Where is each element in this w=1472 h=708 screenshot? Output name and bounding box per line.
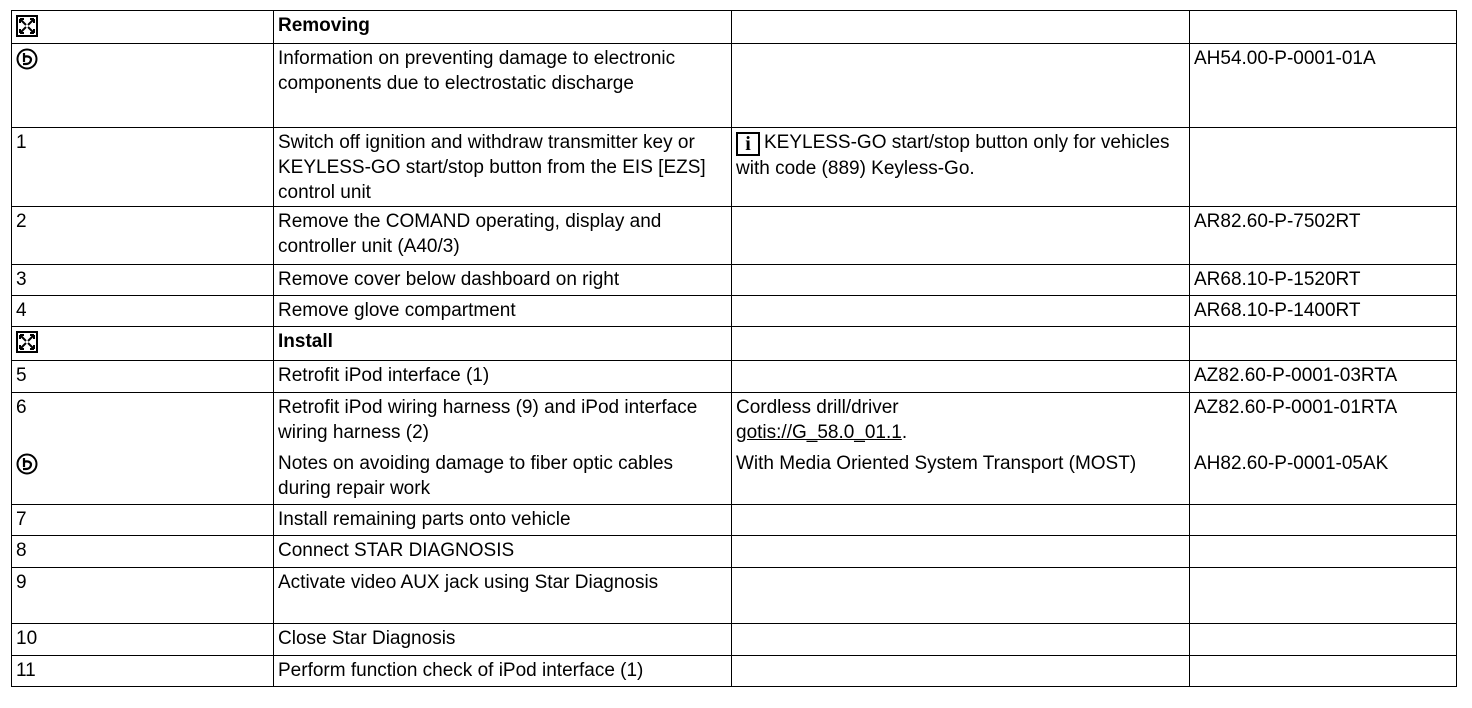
step-text: Remove cover below dashboard on right <box>274 265 732 296</box>
note-text: KEYLESS-GO start/stop button only for vehicles with code (889) Keyless-Go. <box>736 132 1170 179</box>
step-text: Remove glove compartment <box>274 296 732 327</box>
table-row <box>12 265 1457 296</box>
section-row-install <box>12 327 1457 361</box>
section-icon-cell <box>12 11 274 44</box>
step-text: Activate video AUX jack using Star Diagnosis <box>274 568 732 624</box>
hand-pointer-icon <box>16 453 38 475</box>
tool-text: Cordless drill/driver <box>736 397 899 418</box>
table-row <box>12 393 1457 505</box>
step-text: Retrofit iPod wiring harness (9) and iPod interface wiring harness (2) <box>278 397 698 443</box>
reference-cell <box>1190 393 1457 505</box>
table-row <box>12 656 1457 687</box>
table-row <box>12 624 1457 656</box>
reference-link[interactable]: AZ82.60-P-0001-01RTA <box>1194 397 1398 418</box>
note-text: With Media Oriented System Transport (MOST) <box>736 453 1137 474</box>
note-icon-cell <box>12 44 274 128</box>
reference-link[interactable]: AR68.10-P-1400RT <box>1190 296 1457 327</box>
table-row <box>12 207 1457 265</box>
step-text: Switch off ignition and withdraw transmitter key or KEYLESS-GO start/stop button from the EIS [EZS] control unit <box>274 128 732 207</box>
section-title: Install <box>274 327 732 361</box>
step-text: Retrofit iPod interface (1) <box>274 361 732 393</box>
step-number: 5 <box>12 361 274 393</box>
hand-pointer-icon <box>16 48 38 70</box>
reference-link[interactable]: AH54.00-P-0001-01A <box>1190 44 1457 128</box>
step-number: 6 <box>16 397 27 418</box>
note-cell <box>732 128 1190 207</box>
reference-link[interactable]: AR82.60-P-7502RT <box>1190 207 1457 265</box>
step-number: 9 <box>12 568 274 624</box>
tool-link[interactable]: gotis://G_58.0_01.1 <box>736 422 902 443</box>
reference-link[interactable]: AZ82.60-P-0001-03RTA <box>1190 361 1457 393</box>
step-text: Connect STAR DIAGNOSIS <box>274 536 732 568</box>
expand-arrows-icon <box>16 331 38 353</box>
step-number: 11 <box>12 656 274 687</box>
procedure-table <box>11 10 1457 687</box>
section-title: Removing <box>274 11 732 44</box>
step-number: 8 <box>12 536 274 568</box>
reference-link[interactable]: AH82.60-P-0001-05AK <box>1194 453 1389 474</box>
info-icon: i <box>736 132 760 156</box>
step-number: 1 <box>12 128 274 207</box>
step-number: 2 <box>12 207 274 265</box>
step-note-text: Notes on avoiding damage to fiber optic cables during repair work <box>278 453 674 499</box>
table-row <box>12 361 1457 393</box>
step-number: 3 <box>12 265 274 296</box>
step-text: Close Star Diagnosis <box>274 624 732 656</box>
reference-link[interactable]: AR68.10-P-1520RT <box>1190 265 1457 296</box>
table-row <box>12 568 1457 624</box>
step-text: Perform function check of iPod interface (1) <box>274 656 732 687</box>
section-row-removing <box>12 11 1457 44</box>
table-row <box>12 44 1457 128</box>
step-text-cell <box>274 393 732 505</box>
table-row <box>12 128 1457 207</box>
section-icon-cell <box>12 327 274 361</box>
table-row <box>12 296 1457 327</box>
step-text: Install remaining parts onto vehicle <box>274 505 732 536</box>
step-cell <box>12 393 274 505</box>
step-number: 7 <box>12 505 274 536</box>
expand-arrows-icon <box>16 15 38 37</box>
step-number: 10 <box>12 624 274 656</box>
table-row <box>12 505 1457 536</box>
step-text: Remove the COMAND operating, display and controller unit (A40/3) <box>274 207 732 265</box>
table-row <box>12 536 1457 568</box>
step-number: 4 <box>12 296 274 327</box>
tool-cell: Cordless drill/driver gotis://G_58.0_01.1. With Media Oriented System Transport (MOST) <box>732 393 1190 505</box>
step-text: Information on preventing damage to electronic components due to electrostatic discharge <box>274 44 732 128</box>
